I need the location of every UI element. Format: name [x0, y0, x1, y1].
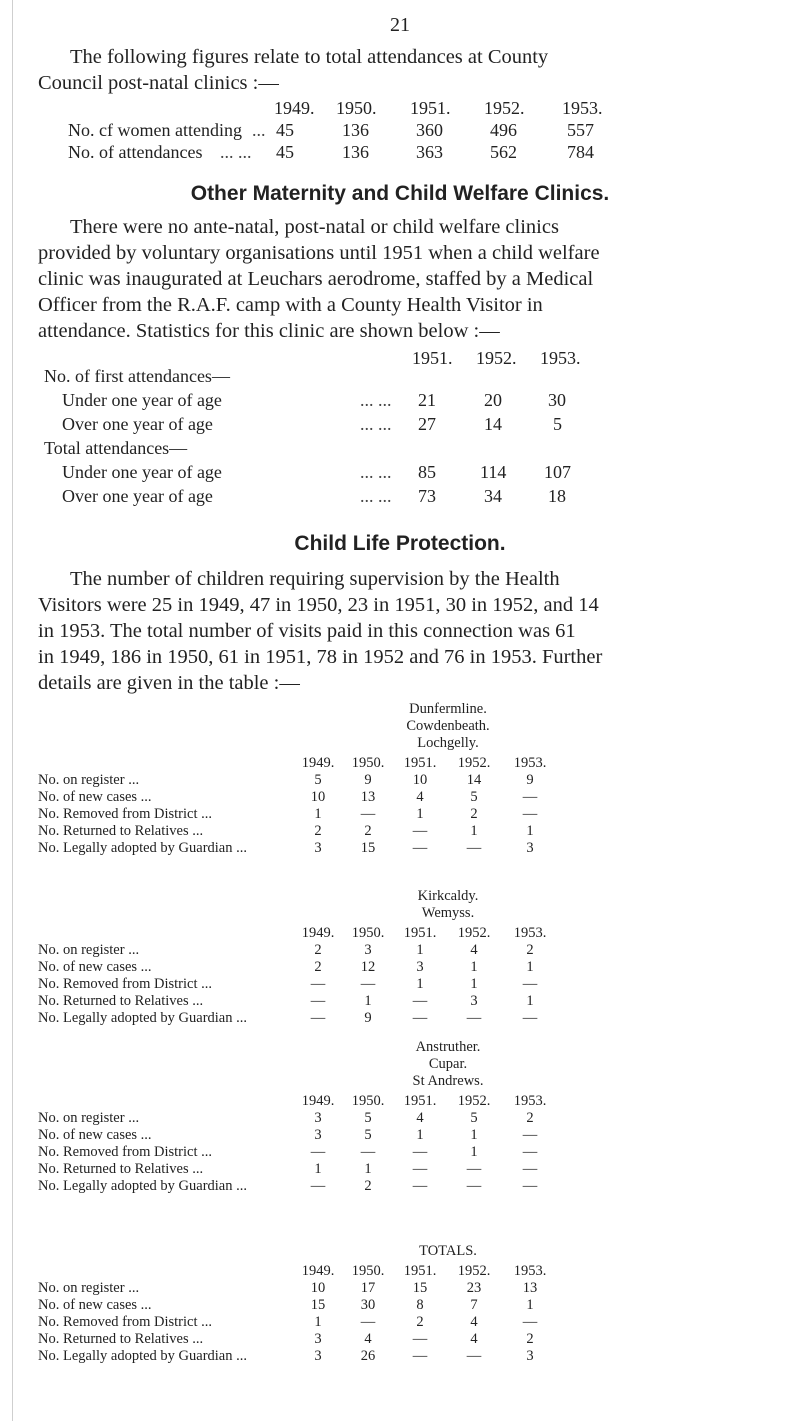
cell-value: 4 [364, 1331, 372, 1347]
year-header: 1949. [301, 1263, 335, 1279]
cell-value: 21 [418, 390, 436, 410]
cell-value: 3 [314, 1331, 322, 1347]
cell-value: 1 [416, 976, 424, 992]
year-header: 1950. [351, 755, 385, 771]
year-header: 1951. [403, 925, 437, 941]
cell-value: 45 [276, 120, 294, 140]
table-row [0, 1177, 800, 1195]
cell-value: 2 [470, 806, 478, 822]
cell-value: — [412, 823, 428, 839]
table-row [0, 839, 800, 857]
year-header: 1952. [457, 755, 491, 771]
area-title-text: Cowdenbeath. [406, 718, 490, 734]
cell-value: — [412, 1010, 428, 1026]
cell-value: 3 [314, 1348, 322, 1364]
cell-value: — [466, 1010, 482, 1026]
year-header: 1950. [336, 98, 377, 118]
para-line: The number of children requiring supervision by the Health [70, 568, 560, 590]
cell-value: 2 [314, 959, 322, 975]
area-years-row [0, 1092, 800, 1110]
cell-value: 13 [360, 789, 376, 805]
cell-value: 15 [310, 1297, 326, 1313]
cell-value: 1 [526, 959, 534, 975]
cell-value: — [522, 1178, 538, 1194]
cell-value: 363 [416, 142, 443, 162]
intro-line-1: The following figures relate to total attendances at County [70, 46, 549, 68]
group-label: Total attendances— [44, 438, 188, 458]
year-header: 1949. [301, 755, 335, 771]
intro-paragraph [38, 44, 778, 96]
row-label: No. on register ... [38, 942, 140, 958]
year-header: 1953. [540, 348, 581, 368]
cell-value: 26 [360, 1348, 376, 1364]
group-label-row [0, 438, 800, 462]
para-line: in 1953. The total number of visits paid in this connection was 61 [38, 620, 576, 642]
table-row [0, 975, 800, 993]
cell-value: 27 [418, 414, 436, 434]
cell-value: 9 [526, 772, 534, 788]
cell-value: — [310, 1178, 326, 1194]
cell-value: 30 [548, 390, 566, 410]
cell-value: — [522, 1314, 538, 1330]
year-header: 1949. [301, 925, 335, 941]
year-header: 1952. [457, 1093, 491, 1109]
row-label: No. Legally adopted by Guardian ... [38, 1178, 247, 1194]
cell-value: — [466, 1178, 482, 1194]
cell-value: — [522, 1144, 538, 1160]
cell-value: 496 [490, 120, 517, 140]
row-label: No. Removed from District ... [38, 1144, 212, 1160]
cell-value: 5 [470, 789, 478, 805]
cell-value: 3 [526, 840, 534, 856]
row-label: No. Returned to Relatives ... [38, 1331, 204, 1347]
cell-value: 1 [314, 1314, 322, 1330]
row-label: No. Removed from District ... [38, 1314, 212, 1330]
area-title-text: Cupar. [428, 1056, 468, 1072]
cell-value: 3 [364, 942, 372, 958]
year-header: 1950. [351, 925, 385, 941]
cell-value: — [466, 1161, 482, 1177]
row-label: No. on register ... [38, 1280, 140, 1296]
row-label: No. of new cases ... [38, 1127, 152, 1143]
table-row [0, 1109, 800, 1127]
cell-value: 23 [466, 1280, 482, 1296]
para-line: There were no ante-natal, post-natal or child welfare clinics [70, 216, 559, 238]
row-label: No. cf women attending [68, 120, 242, 140]
cell-value: 2 [526, 1110, 534, 1126]
para-line: Visitors were 25 in 1949, 47 in 1950, 23 in 1951, 30 in 1952, and 14 [38, 594, 599, 616]
cell-value: 4 [416, 789, 424, 805]
cell-value: — [522, 976, 538, 992]
other-clinics-heading: Other Maternity and Child Welfare Clinics. [190, 182, 610, 205]
row-label: No. of new cases ... [38, 789, 152, 805]
year-header: 1953. [513, 755, 547, 771]
cell-value: — [412, 1178, 428, 1194]
cell-value: 34 [484, 486, 502, 506]
para-line: in 1949, 186 in 1950, 61 in 1951, 78 in 1952 and 76 in 1953. Further [38, 646, 603, 668]
cell-value: 15 [412, 1280, 428, 1296]
para-line: clinic was inaugurated at Leuchars aerodrome, staffed by a Medical [38, 268, 594, 290]
para-line: attendance. Statistics for this clinic are shown below :— [38, 320, 500, 342]
group-label: No. of first attendances— [44, 366, 230, 386]
child-protection-heading: Child Life Protection. [294, 532, 506, 555]
postnatal-years-row [0, 98, 800, 122]
other-clinics-paragraph [38, 214, 778, 344]
year-header: 1952. [476, 348, 517, 368]
cell-value: 13 [522, 1280, 538, 1296]
year-header: 1952. [457, 1263, 491, 1279]
row-label: No. Removed from District ... [38, 806, 212, 822]
cell-value: 1 [416, 806, 424, 822]
cell-value: — [522, 806, 538, 822]
cell-value: 5 [364, 1110, 372, 1126]
year-header: 1950. [351, 1263, 385, 1279]
intro-line-2: Council post-natal clinics :— [38, 72, 279, 94]
cell-value: 5 [470, 1110, 478, 1126]
row-label: No. on register ... [38, 772, 140, 788]
cell-value: 4 [470, 1331, 478, 1347]
cell-value: 1 [470, 823, 478, 839]
cell-value: — [310, 1144, 326, 1160]
cell-value: 107 [544, 462, 571, 482]
cell-value: 85 [418, 462, 436, 482]
cell-value: 9 [364, 1010, 372, 1026]
year-header: 1951. [403, 1263, 437, 1279]
leader-dots: ... ... [360, 390, 392, 410]
cell-value: 1 [416, 1127, 424, 1143]
cell-value: 2 [314, 942, 322, 958]
cell-value: 3 [470, 993, 478, 1009]
para-line: details are given in the table :— [38, 672, 300, 694]
cell-value: 360 [416, 120, 443, 140]
cell-value: 1 [314, 1161, 322, 1177]
cell-value: 3 [314, 1110, 322, 1126]
row-label: Under one year of age [62, 462, 222, 482]
cell-value: 7 [470, 1297, 478, 1313]
row-label: No. of attendances [68, 142, 203, 162]
year-header: 1953. [513, 1263, 547, 1279]
year-header: 1950. [351, 1093, 385, 1109]
leader-dots: ... ... [220, 142, 252, 162]
cell-value: 17 [360, 1280, 376, 1296]
area-title-text: Dunfermline. [409, 701, 487, 717]
cell-value: 2 [364, 823, 372, 839]
cell-value: 1 [364, 993, 372, 1009]
table-row [0, 1279, 800, 1297]
cell-value: 4 [470, 942, 478, 958]
cell-value: 114 [480, 462, 507, 482]
year-header: 1953. [513, 925, 547, 941]
cell-value: — [360, 1144, 376, 1160]
row-label: No. of new cases ... [38, 1297, 152, 1313]
table-row [0, 1009, 800, 1027]
cell-value: 18 [548, 486, 566, 506]
table-row [0, 414, 800, 438]
cell-value: 1 [470, 1144, 478, 1160]
cell-value: 2 [416, 1314, 424, 1330]
cell-value: 1 [526, 993, 534, 1009]
row-label: No. Legally adopted by Guardian ... [38, 840, 247, 856]
cell-value: 5 [314, 772, 322, 788]
row-label: No. Legally adopted by Guardian ... [38, 1348, 247, 1364]
cell-value: 562 [490, 142, 517, 162]
cell-value: 1 [416, 942, 424, 958]
cell-value: — [310, 1010, 326, 1026]
para-line: provided by voluntary organisations until 1951 when a child welfare [38, 242, 600, 264]
row-label: No. on register ... [38, 1110, 140, 1126]
cell-value: 2 [526, 1331, 534, 1347]
cell-value: — [412, 993, 428, 1009]
cell-value: 5 [553, 414, 562, 434]
area-title-text: Lochgelly. [417, 735, 479, 751]
group-label-row [0, 366, 800, 390]
cell-value: 3 [314, 840, 322, 856]
table-row [0, 462, 800, 486]
year-header: 1952. [484, 98, 525, 118]
cell-value: 3 [416, 959, 424, 975]
row-label: No. of new cases ... [38, 959, 152, 975]
cell-value: — [360, 806, 376, 822]
cell-value: — [360, 1314, 376, 1330]
year-header: 1951. [403, 1093, 437, 1109]
table-row [0, 1143, 800, 1161]
cell-value: — [310, 993, 326, 1009]
table-row [0, 1126, 800, 1144]
table-row [0, 1330, 800, 1348]
year-header: 1949. [274, 98, 315, 118]
cell-value: — [466, 840, 482, 856]
cell-value: — [412, 840, 428, 856]
leader-dots: ... ... [360, 414, 392, 434]
row-label: No. Returned to Relatives ... [38, 823, 204, 839]
table-row [0, 142, 800, 166]
area-title-text: St Andrews. [412, 1073, 484, 1089]
scan-margin-line [12, 0, 13, 1421]
cell-value: — [522, 1161, 538, 1177]
area-title-text: Wemyss. [421, 905, 475, 921]
cell-value: 136 [342, 120, 369, 140]
table-row [0, 1347, 800, 1365]
cell-value: 30 [360, 1297, 376, 1313]
table-row [0, 992, 800, 1010]
table-row [0, 805, 800, 823]
row-label: No. Removed from District ... [38, 976, 212, 992]
table-row [0, 486, 800, 510]
area-years-row [0, 924, 800, 942]
cell-value: — [412, 1331, 428, 1347]
area-title-text: Anstruther. [415, 1039, 481, 1055]
cell-value: 10 [310, 1280, 326, 1296]
cell-value: 2 [314, 823, 322, 839]
table-row [0, 1313, 800, 1331]
cell-value: 45 [276, 142, 294, 162]
row-label: Under one year of age [62, 390, 222, 410]
page-number: 21 [390, 14, 410, 36]
cell-value: 14 [466, 772, 482, 788]
area-years-row [0, 754, 800, 772]
cell-value: 784 [567, 142, 594, 162]
cell-value: — [466, 1348, 482, 1364]
table-row [0, 941, 800, 959]
child-protection-paragraph [38, 566, 778, 696]
table-row [0, 1160, 800, 1178]
area-years-row [0, 1262, 800, 1280]
cell-value: 1 [470, 959, 478, 975]
leader-dots: ... ... [360, 462, 392, 482]
row-label: No. Returned to Relatives ... [38, 993, 204, 1009]
cell-value: 1 [364, 1161, 372, 1177]
cell-value: 20 [484, 390, 502, 410]
table-row [0, 822, 800, 840]
para-line: Officer from the R.A.F. camp with a County Health Visitor in [38, 294, 543, 316]
leader-dots: ... ... [360, 486, 392, 506]
cell-value: — [310, 976, 326, 992]
table-row [0, 958, 800, 976]
cell-value: — [522, 789, 538, 805]
year-header: 1951. [412, 348, 453, 368]
table-row [0, 788, 800, 806]
cell-value: — [412, 1348, 428, 1364]
cell-value: 9 [364, 772, 372, 788]
cell-value: 8 [416, 1297, 424, 1313]
cell-value: 5 [364, 1127, 372, 1143]
cell-value: 1 [314, 806, 322, 822]
cell-value: — [360, 976, 376, 992]
cell-value: 12 [360, 959, 376, 975]
cell-value: 2 [526, 942, 534, 958]
cell-value: 1 [526, 1297, 534, 1313]
year-header: 1949. [301, 1093, 335, 1109]
table-row [0, 390, 800, 414]
cell-value: 10 [412, 772, 428, 788]
cell-value: — [522, 1010, 538, 1026]
cell-value: 4 [416, 1110, 424, 1126]
cell-value: 1 [470, 1127, 478, 1143]
cell-value: 136 [342, 142, 369, 162]
cell-value: 1 [526, 823, 534, 839]
cell-value: 2 [364, 1178, 372, 1194]
table-row [0, 771, 800, 789]
area-title-text: TOTALS. [419, 1243, 477, 1259]
area-title-text: Kirkcaldy. [417, 888, 479, 904]
cell-value: 15 [360, 840, 376, 856]
row-label: Over one year of age [62, 486, 213, 506]
cell-value: 14 [484, 414, 502, 434]
cell-value: 3 [526, 1348, 534, 1364]
table-row [0, 1296, 800, 1314]
cell-value: 557 [567, 120, 594, 140]
cell-value: 1 [470, 976, 478, 992]
table-row [0, 120, 800, 144]
year-header: 1953. [513, 1093, 547, 1109]
cell-value: — [522, 1127, 538, 1143]
cell-value: 10 [310, 789, 326, 805]
cell-value: 3 [314, 1127, 322, 1143]
year-header: 1953. [562, 98, 603, 118]
cell-value: 4 [470, 1314, 478, 1330]
leader-dots: ... [252, 120, 266, 140]
cell-value: 73 [418, 486, 436, 506]
year-header: 1951. [410, 98, 451, 118]
row-label: Over one year of age [62, 414, 213, 434]
row-label: No. Returned to Relatives ... [38, 1161, 204, 1177]
year-header: 1952. [457, 925, 491, 941]
cell-value: — [412, 1144, 428, 1160]
cell-value: — [412, 1161, 428, 1177]
year-header: 1951. [403, 755, 437, 771]
row-label: No. Legally adopted by Guardian ... [38, 1010, 247, 1026]
